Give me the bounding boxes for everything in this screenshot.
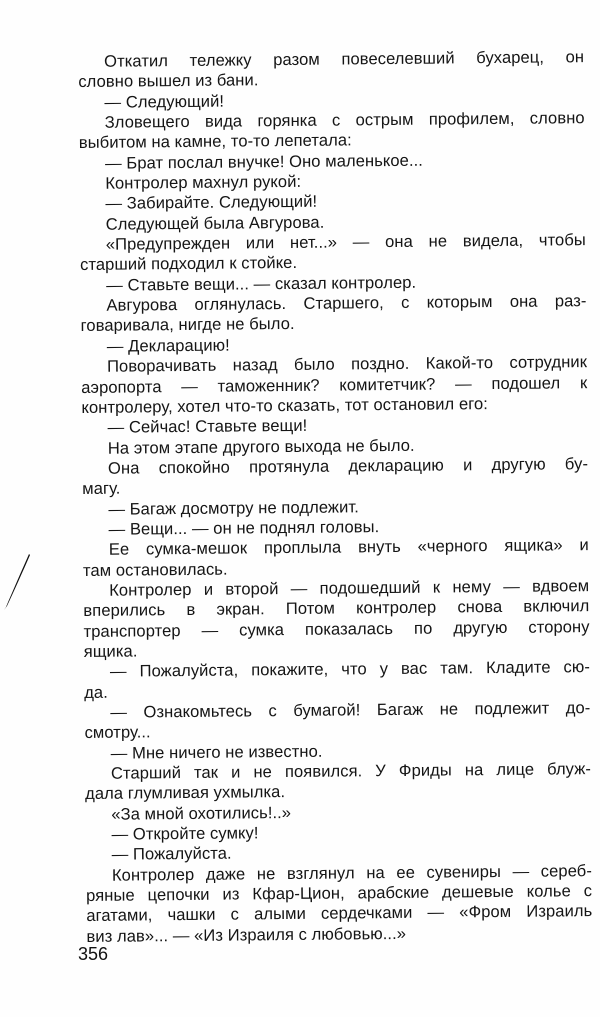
text-line: — Пожалуйста, покажите, что у вас там. Кладите сю-	[109, 657, 591, 682]
text-line: «За мной охотились!..»	[111, 802, 292, 824]
text-line: транспортер — сумка показалась по другую сторону	[83, 616, 590, 641]
text-line: — Ознакомьтесь с бумагой! Багаж не подлежит до-	[110, 698, 591, 722]
text-line: Контролер даже не взглянул на ее сувениры — сереб-	[111, 860, 592, 885]
text-line: На этом этапе другого выхода не было.	[107, 435, 415, 458]
text-line: — Вещи... — он не поднял головы.	[108, 517, 380, 539]
text-line: виз лав»... — «Из Израиля с любовью...»	[86, 923, 407, 946]
text-line: — Декларацию!	[106, 335, 230, 356]
text-line: контролеру, хотел что-то сказать, тот остановил его:	[81, 393, 488, 417]
text-line: — Мне ничего не известно.	[110, 741, 323, 763]
text-line: — Брат послал внучке! Оно маленькое...	[104, 150, 423, 173]
page-number: 356	[78, 944, 109, 964]
text-line: Контролер и второй — подошедший к нему — вдвоем	[109, 576, 590, 600]
text-line: — Багаж досмотру не подлежит.	[108, 496, 359, 519]
text-line: Старший так и не появился. У Фриды на лице блуж-	[110, 759, 591, 783]
text-line: Следующей была Авгурова.	[105, 212, 325, 234]
text-line: Зловещего вида горянка с острым профилем, словно	[104, 108, 585, 132]
text-line: — Забирайте. Следующий!	[105, 192, 318, 214]
text-line: Откатил тележку разом повеселевший бухарец, он	[103, 47, 585, 71]
text-line: там остановилась.	[82, 559, 228, 580]
text-line: Контролер махнул рукой:	[105, 171, 302, 193]
text-line: дала глумливая ухмылка.	[85, 782, 286, 804]
text-line: Авгурова оглянулась. Старшего, с которым она раз-	[106, 291, 587, 315]
text-line: ящика.	[83, 641, 138, 661]
text-line: говаривала, нигде не было.	[80, 314, 295, 336]
text-line: Ее сумка-мешок проплыла внуть «черного ящика» и	[108, 535, 589, 559]
text-line: «Предупрежден или нет...» — она не видела, чтобы	[105, 230, 586, 254]
text-line: выбитом на камне, то-то лепетала:	[78, 130, 352, 153]
text-line: агатами, чашки с алыми сердечками — «Фром Израиль	[86, 901, 593, 926]
text-line: — Сейчас! Ставьте вещи!	[107, 416, 308, 437]
text-line: — Пожалуйста.	[111, 843, 232, 865]
text-line: аэропорта — таможенник? комитетчик? — подошел к	[81, 372, 588, 397]
text-line: магу.	[82, 478, 121, 499]
text-line: словно вышел из бани.	[78, 70, 259, 92]
text-line: Поворачивать назад было поздно. Какой-то сотрудник	[106, 352, 588, 376]
text-line: ряные цепочки из Кфар-Цион, арабские дешевые колье с	[86, 881, 593, 906]
page-body-text	[78, 47, 593, 947]
text-line: вперились в экран. Потом контролер снова включил	[83, 596, 590, 621]
text-line: — Откройте сумку!	[111, 823, 259, 844]
text-line: — Ставьте вещи... — сказал контролер.	[106, 272, 417, 295]
text-line: — Следующий!	[104, 91, 225, 112]
text-line: смотру...	[84, 722, 151, 743]
pencil-stroke-mark-icon	[2, 552, 32, 612]
text-line: Она спокойно протянула декларацию и другую бу-	[107, 453, 589, 478]
text-line: старший подходил к стойке.	[79, 253, 298, 275]
text-line: да.	[84, 682, 108, 702]
